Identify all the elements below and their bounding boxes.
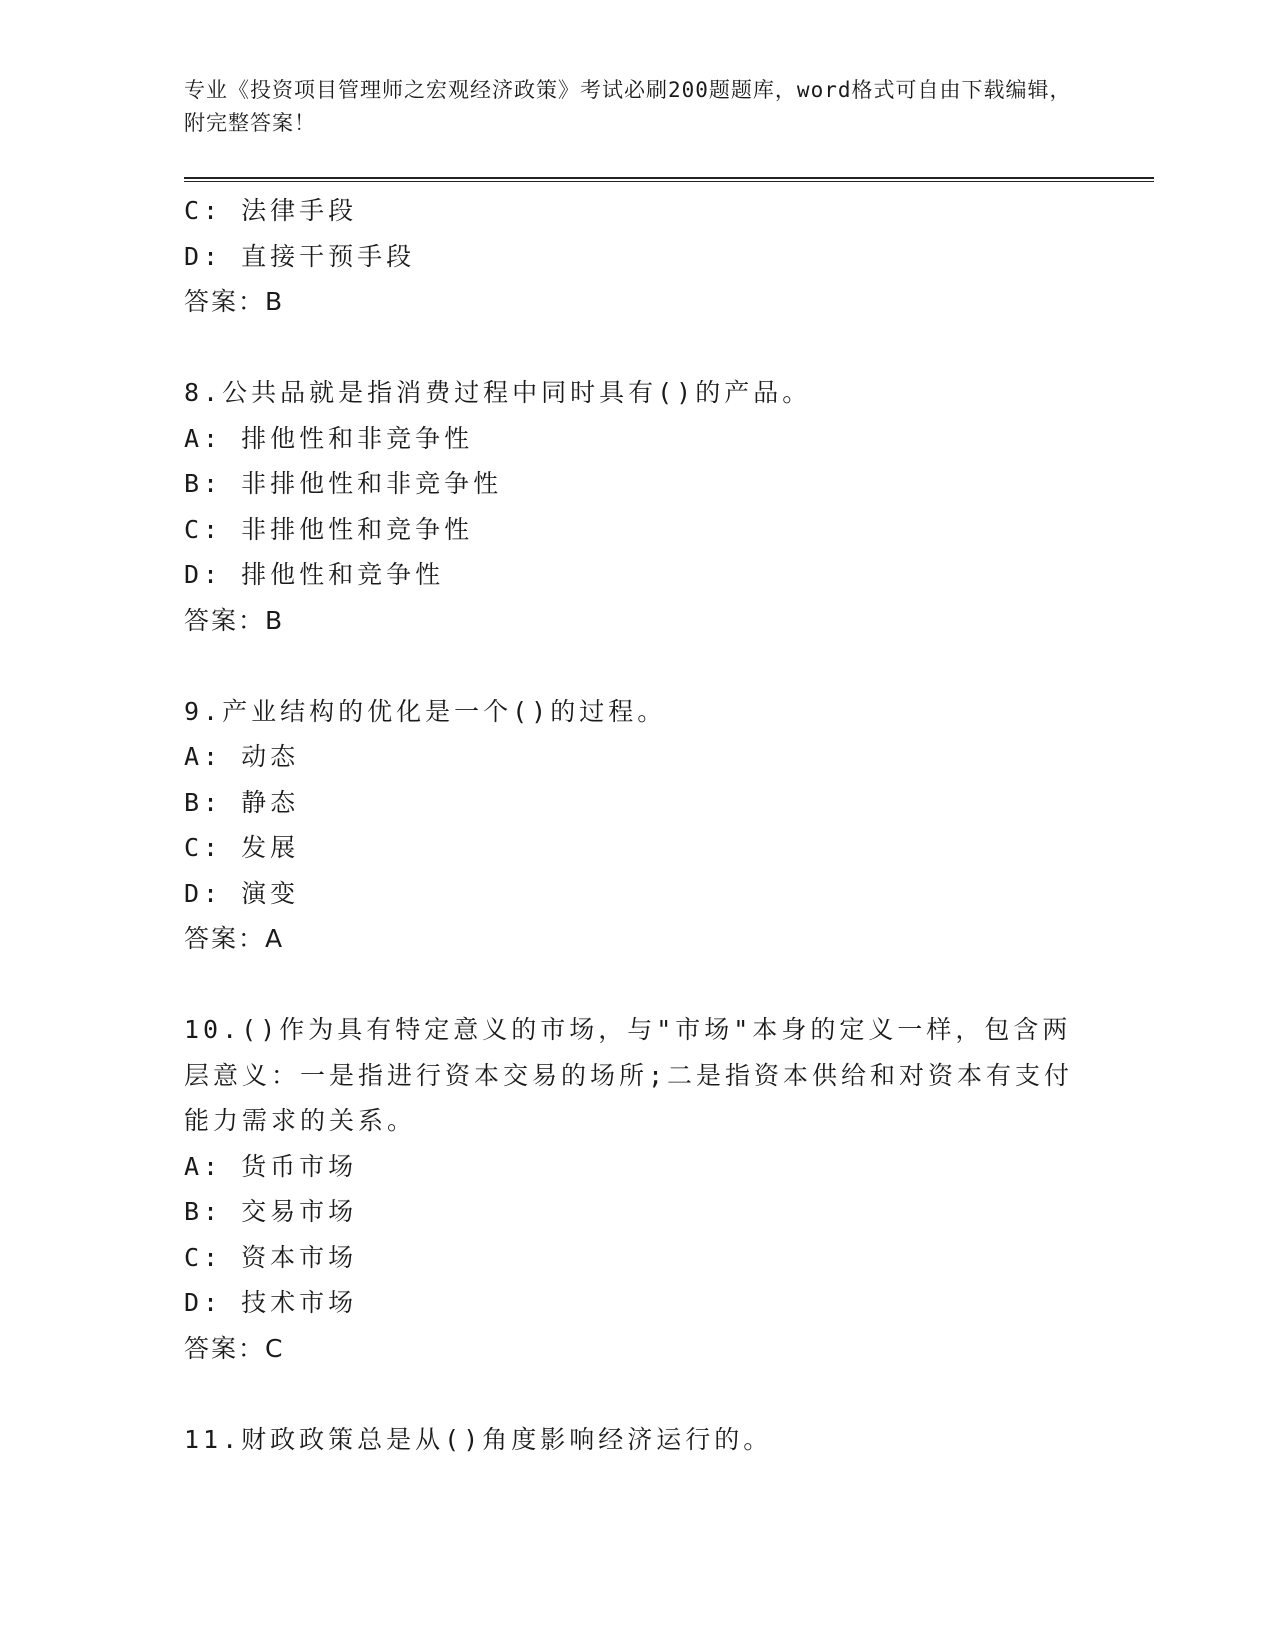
question-11: [184, 1417, 1084, 1463]
question-7-tail: [184, 188, 1084, 325]
header-divider: [184, 177, 1154, 179]
option-c: C: 资本市场: [184, 1242, 358, 1272]
question-9: [184, 689, 1084, 962]
header-divider-thin: [184, 181, 1154, 182]
question-text: 10.()作为具有特定意义的市场，与"市场"本身的定义一样，包含两层意义：一是指进行资本交易的场所;二是指资本供给和对资本有支付能力需求的关系。: [184, 1015, 1074, 1135]
option-b: B: 交易市场: [184, 1197, 358, 1226]
option-a: A: 排他性和非竞争性: [184, 423, 474, 453]
answer-line: 答案：B: [184, 287, 285, 316]
option-c: C: 非排他性和竞争性: [184, 514, 474, 544]
option-b: B: 非排他性和非竞争性: [184, 469, 503, 498]
question-10: [184, 1007, 1084, 1371]
spacer: [184, 325, 1084, 371]
option-d: D: 直接干预手段: [184, 241, 416, 271]
answer-line: 答案：C: [184, 1333, 285, 1363]
answer-line: 答案：B: [184, 605, 285, 635]
option-a: A: 动态: [184, 742, 300, 771]
question-list: [184, 188, 1084, 1462]
question-text: 11.财政政策总是从()角度影响经济运行的。: [184, 1424, 773, 1454]
answer-line: 答案：A: [184, 924, 285, 953]
option-c: C: 发展: [184, 833, 300, 862]
question-text: 9.产业结构的优化是一个()的过程。: [184, 696, 667, 726]
page-header: 专业《投资项目管理师之宏观经济政策》考试必刷200题题库，word格式可自由下载编辑，附完整答案！: [184, 78, 1072, 135]
option-a: A: 货币市场: [184, 1151, 358, 1181]
spacer: [184, 643, 1084, 689]
option-d: D: 技术市场: [184, 1288, 358, 1317]
option-d: D: 排他性和竞争性: [184, 560, 445, 589]
spacer: [184, 1371, 1084, 1417]
question-8: [184, 370, 1084, 643]
option-c: C: 法律手段: [184, 196, 358, 225]
option-d: D: 演变: [184, 878, 300, 908]
spacer: [184, 962, 1084, 1008]
question-text: 8.公共品就是指消费过程中同时具有()的产品。: [184, 378, 812, 407]
option-b: B: 静态: [184, 787, 300, 817]
